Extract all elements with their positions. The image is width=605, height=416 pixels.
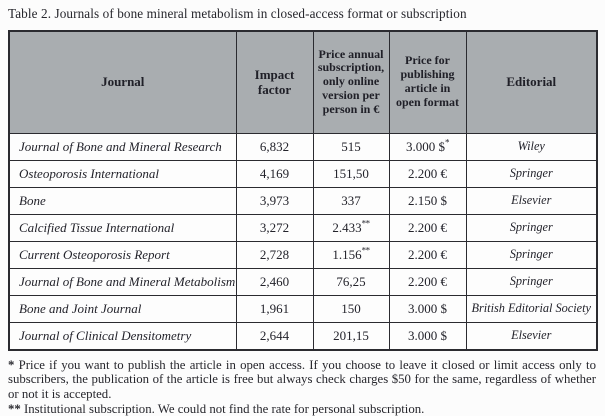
subscription-price-cell: 151,50 <box>313 160 389 187</box>
journal-name-cell: Bone and Joint Journal <box>9 295 236 322</box>
table-body <box>9 133 597 350</box>
editorial-cell: Springer <box>466 268 597 295</box>
subscription-price-cell: 150 <box>313 295 389 322</box>
table-row <box>9 295 597 322</box>
open-access-price-cell: 3.000 $ <box>389 322 466 350</box>
footnote-marker: ** <box>8 402 21 416</box>
footnote-marker: * <box>8 358 14 372</box>
col-header-editorial: Editorial <box>466 31 597 134</box>
footnotes <box>8 358 596 416</box>
journal-name-cell: Journal of Clinical Densitometry <box>9 322 236 350</box>
subscription-price-cell: 2.433** <box>313 214 389 241</box>
open-access-price-cell: 2.150 $ <box>389 187 466 214</box>
impact-factor-cell: 2,644 <box>236 322 313 350</box>
table-row <box>9 133 597 160</box>
footnote-text: Price if you want to publish the article in open access. If you choose to leave it closed or limit access only to subscribers, the publication of the article is free but always check charges $50 for the same, regardless of whether or not it is accepted. <box>8 358 596 401</box>
journal-name-cell: Current Osteoporosis Report <box>9 241 236 268</box>
subscription-price-cell: 515 <box>313 133 389 160</box>
table-row <box>9 268 597 295</box>
editorial-cell: British Editorial Society <box>466 295 597 322</box>
subscription-price-cell: 76,25 <box>313 268 389 295</box>
open-access-price-cell: 2.200 € <box>389 214 466 241</box>
journal-name-cell: Osteoporosis International <box>9 160 236 187</box>
journal-name-cell: Journal of Bone and Mineral Research <box>9 133 236 160</box>
open-access-price-cell: 2.200 € <box>389 268 466 295</box>
subscription-price-cell: 1.156** <box>313 241 389 268</box>
journal-name-cell: Calcified Tissue International <box>9 214 236 241</box>
open-access-price-cell: 2.200 € <box>389 241 466 268</box>
journal-name-cell: Journal of Bone and Mineral Metabolism <box>9 268 236 295</box>
subscription-price-cell: 337 <box>313 187 389 214</box>
col-header-journal: Journal <box>9 31 236 134</box>
impact-factor-cell: 3,973 <box>236 187 313 214</box>
journal-name-cell: Bone <box>9 187 236 214</box>
editorial-cell: Springer <box>466 160 597 187</box>
footnote-institutional <box>8 402 596 416</box>
impact-factor-cell: 3,272 <box>236 214 313 241</box>
subscription-price-cell: 201,15 <box>313 322 389 350</box>
open-access-price-cell: 2.200 € <box>389 160 466 187</box>
footnote-open-access <box>8 358 596 402</box>
editorial-cell: Springer <box>466 214 597 241</box>
journals-table <box>8 30 598 351</box>
impact-factor-cell: 1,961 <box>236 295 313 322</box>
editorial-cell: Springer <box>466 241 597 268</box>
footnote-text: Institutional subscription. We could not find the rate for personal subscription. <box>24 402 424 416</box>
col-header-subscription-price: Price annual subscription, only online version per person in € <box>313 31 389 134</box>
header-row <box>9 31 597 134</box>
impact-factor-cell: 6,832 <box>236 133 313 160</box>
table-row <box>9 187 597 214</box>
table-row <box>9 322 597 350</box>
table-row <box>9 214 597 241</box>
col-header-impact-factor: Impact factor <box>236 31 313 134</box>
editorial-cell: Elsevier <box>466 322 597 350</box>
col-header-open-access-price: Price for publishing article in open format <box>389 31 466 134</box>
table-row <box>9 160 597 187</box>
editorial-cell: Wiley <box>466 133 597 160</box>
impact-factor-cell: 2,460 <box>236 268 313 295</box>
table-caption: Table 2. Journals of bone mineral metabolism in closed-access format or subscription <box>8 6 597 23</box>
impact-factor-cell: 4,169 <box>236 160 313 187</box>
editorial-cell: Elsevier <box>466 187 597 214</box>
open-access-price-cell: 3.000 $* <box>389 133 466 160</box>
impact-factor-cell: 2,728 <box>236 241 313 268</box>
table-row <box>9 241 597 268</box>
open-access-price-cell: 3.000 $ <box>389 295 466 322</box>
